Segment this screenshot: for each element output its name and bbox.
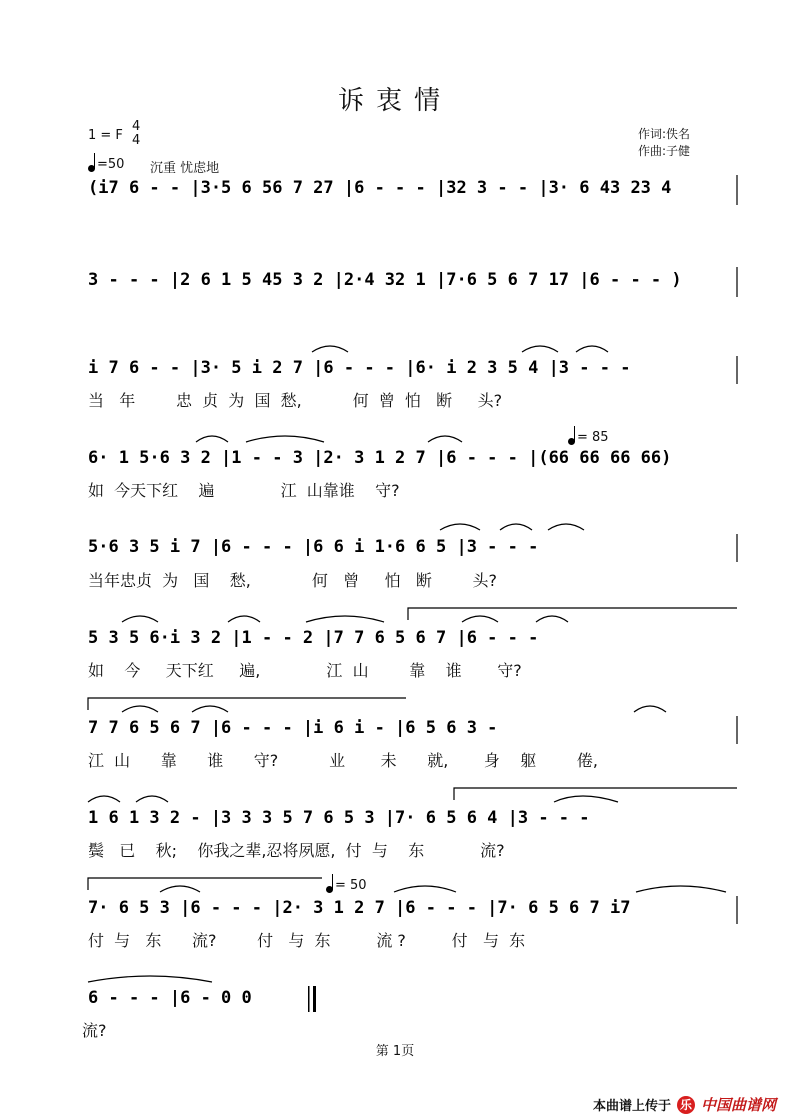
tempo-marking — [88, 157, 124, 172]
score-row-4-lyrics: 如 今天下红 遍 江 山靠谁 守? — [88, 481, 400, 500]
score-row-9-notes: 7· 6 5 3 |6 - - - |2· 3 1 2 7 |6 - - - |7· 6 5 6 7 i7 — [88, 898, 631, 918]
quarter-note-icon — [568, 438, 575, 445]
score-row-3-notes: i 7 6 - - |3· 5 i 2 7 |6 - - - |6· i 2 3 5 4 |3 - - - — [88, 358, 631, 378]
tempo-change-85 — [568, 430, 609, 445]
tempo-expression: 沉重 忧虑地 — [150, 161, 220, 176]
site-brand[interactable]: 中国曲谱网 — [700, 1096, 776, 1114]
footer-text: 本曲谱上传于 — [592, 1099, 671, 1114]
lyricist: 作词:佚名 — [638, 127, 691, 141]
time-sig-bottom: 4 — [132, 133, 141, 148]
score-row-8-lyrics: 鬓 已 秋; 你我之辈,忍将夙愿, 付 与 东 流? — [88, 841, 505, 860]
score-row-5-lyrics: 当年忠贞 为 国 愁, 何 曾 怕 断 头? — [88, 571, 498, 590]
score-row-5-notes: 5·6 3 5 i 7 |6 - - - |6 6 i 1·6 6 5 |3 - - - — [88, 537, 539, 557]
time-sig-top: 4 — [132, 119, 141, 134]
score-row-9-lyrics: 付 与 东 流? 付 与 东 流 ? 付 与 东 — [88, 931, 526, 950]
score-row-10-notes: 6 - - - |6 - 0 0 — [88, 988, 252, 1008]
quarter-note-icon — [88, 165, 95, 172]
quarter-note-icon — [326, 886, 333, 893]
score-row-2-notes: 3 - - - |2 6 1 5 45 3 2 |2·4 32 1 |7·6 5 6 7 17 |6 - - - ) — [88, 270, 682, 290]
score-row-1-notes: (i7 6 - - |3·5 6 56 7 27 |6 - - - |32 3 - - |3· 6 43 23 4 — [88, 178, 672, 198]
tempo-85-value: = 85 — [577, 430, 609, 445]
score-row-3-lyrics: 当 年 忠 贞 为 国 愁, 何 曾 怕 断 头? — [88, 391, 503, 410]
upload-footer — [593, 1094, 776, 1115]
score-row-8-notes: 1 6 1 3 2 - |3 3 3 5 7 6 5 3 |7· 6 5 6 4 |3 - - - — [88, 808, 590, 828]
score-row-6-notes: 5 3 5 6·i 3 2 |1 - - 2 |7 7 6 5 6 7 |6 - - - — [88, 628, 539, 648]
song-title: 诉衷情 — [337, 86, 452, 116]
tempo-50-value: = 50 — [335, 878, 367, 893]
composer: 作曲:子健 — [638, 144, 691, 158]
score-row-10-lyrics: 流? — [82, 1021, 107, 1040]
score-row-7-notes: 7 7 6 5 6 7 |6 - - - |i 6 i - |6 5 6 3 - — [88, 718, 498, 738]
tempo-change-50 — [326, 878, 367, 893]
score-row-6-lyrics: 如 今 天下红 遍, 江 山 靠 谁 守? — [88, 661, 522, 680]
score-row-4-notes: 6· 1 5·6 3 2 |1 - - 3 |2· 3 1 2 7 |6 - - - |(66 66 66 66) — [88, 448, 672, 468]
time-signature — [132, 120, 140, 148]
score-row-7-lyrics: 江 山 靠 谁 守? 业 未 就, 身 躯 倦, — [88, 751, 598, 770]
site-logo-icon: 乐 — [677, 1096, 695, 1114]
key-signature: 1 = F — [88, 128, 123, 143]
page-number: 第 1页 — [375, 1044, 415, 1059]
tempo-value: =50 — [97, 157, 125, 172]
